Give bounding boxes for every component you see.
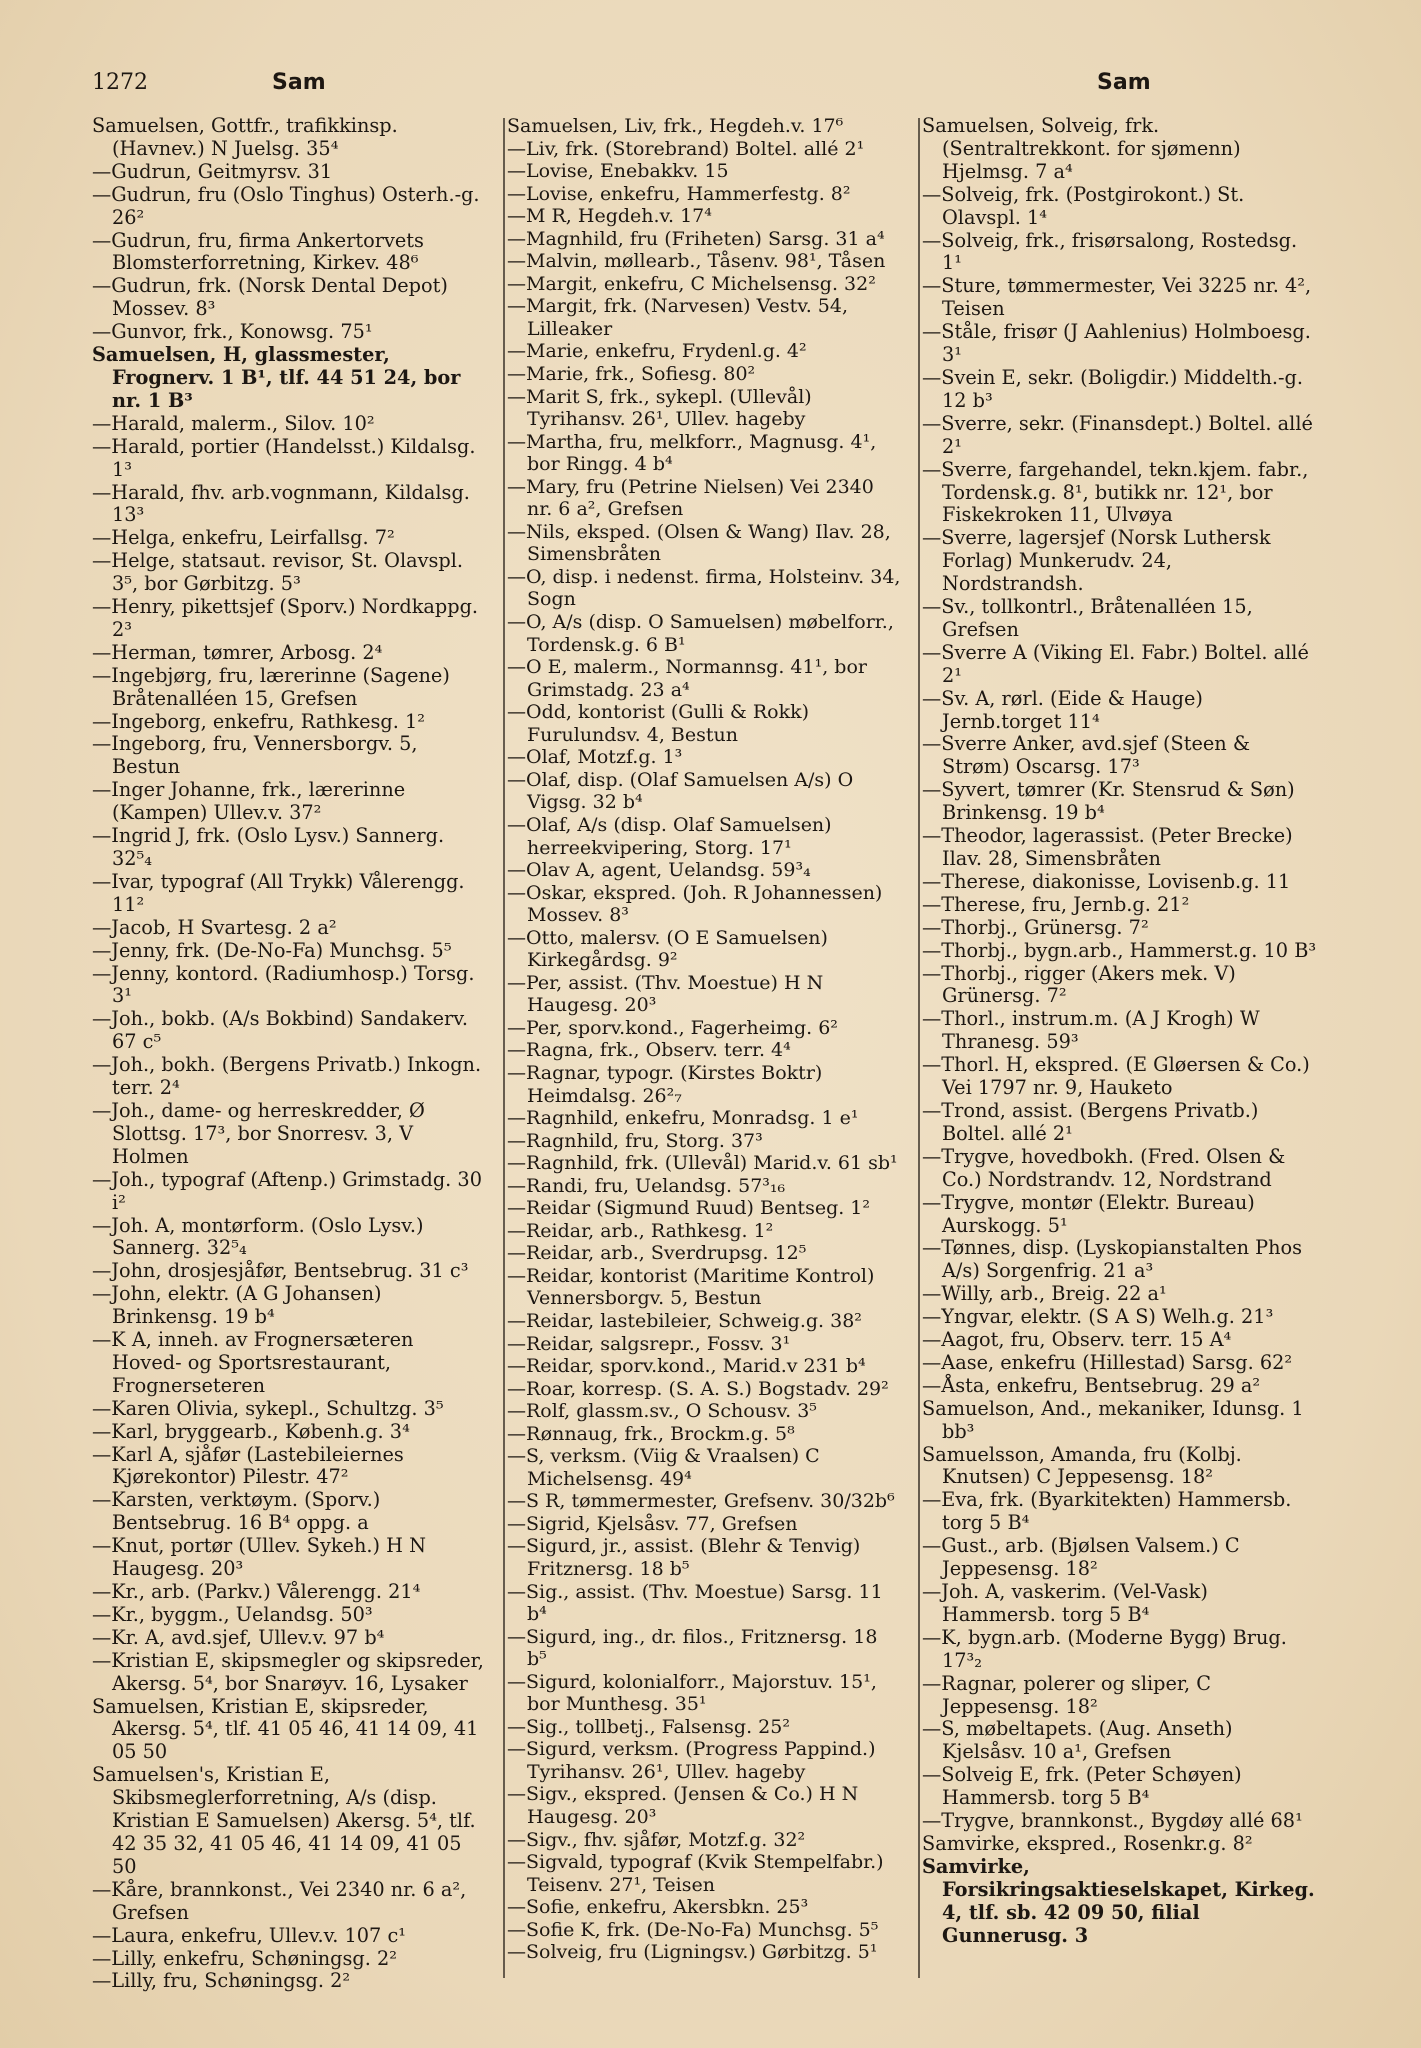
- directory-entry: —Otto, malersv. (O E Samuelsen) Kirkegårdsg. 9²: [507, 926, 828, 972]
- directory-entry: —Malvin, møllearb., Tåsenv. 98¹, Tåsen: [507, 250, 886, 273]
- directory-entry: Samuelsson, Amanda, fru (Kolbj. Knutsen) C Jeppesensg. 18²: [922, 1442, 1242, 1489]
- directory-entry: —Inger Johanne, frk., lærerinne (Kampen) Ullev.v. 37²: [92, 778, 406, 825]
- directory-entry: Samuelsen, H, glassmester, Frognerv. 1 B¹, tlf. 44 51 24, bor nr. 1 B³: [92, 343, 461, 412]
- directory-entry: —Sig., assist. (Thv. Moestue) Sarsg. 11 b⁴: [507, 1580, 883, 1626]
- directory-entry: —Lilly, fru, Schøningsg. 2²: [92, 1969, 351, 1993]
- directory-entry: —M R, Hegdeh.v. 17⁴: [507, 205, 712, 228]
- directory-entry: —Sigurd, jr., assist. (Blehr & Tenvig) Fritznersg. 18 b⁵: [507, 1535, 861, 1580]
- directory-entry: —Trond, assist. (Bergens Privatb.) Boltel. allé 2¹: [922, 1098, 1259, 1145]
- directory-entry: —Jacob, H Svartesg. 2 a²: [92, 915, 337, 939]
- directory-entry: —Gudrun, frk. (Norsk Dental Depot) Mossev. 8³: [92, 274, 448, 321]
- directory-entry: —Yngvar, elektr. (S A S) Welh.g. 21³: [922, 1305, 1274, 1329]
- directory-entry: —Helge, statsaut. revisor, St. Olavspl. 3⁵, bor Gørbitzg. 5³: [92, 549, 464, 596]
- directory-entry: —O, disp. i nedenst. firma, Holsteinv. 34, Sogn: [507, 565, 901, 611]
- directory-entry: —Sverre A (Viking El. Fabr.) Boltel. allé 2¹: [922, 640, 1309, 687]
- directory-entry: —Harald, portier (Handelsst.) Kildalsg. 1³: [92, 434, 476, 481]
- directory-entry: Samuelsen's, Kristian E, Skibsmeglerforretning, A/s (disp. Kristian E Samuelsen) Akersg. 5⁴, tlf. 42 35 32, 41 05 46, 41 14 09, 41 05 50: [92, 1763, 476, 1878]
- directory-entry: —K A, inneh. av Frognersæteren Hoved- og Sportsrestaurant, Frognerseteren: [92, 1328, 414, 1397]
- directory-entry: —Olaf, disp. (Olaf Samuelsen A/s) O Vigsg. 32 b⁴: [507, 768, 854, 814]
- directory-entry: —Karsten, verktøym. (Sporv.) Bentsebrug. 16 B⁴ oppg. a: [92, 1488, 381, 1535]
- directory-entry: —Aagot, fru, Observ. terr. 15 A⁴: [922, 1328, 1232, 1352]
- directory-entry: —Gudrun, fru, firma Ankertorvets Blomsterforretning, Kirkev. 48⁶: [92, 228, 424, 275]
- directory-entry: —Reidar, lastebileier, Schweig.g. 38²: [507, 1309, 862, 1332]
- directory-entry: —Kr. A, avd.sjef, Ullev.v. 97 b⁴: [92, 1625, 385, 1649]
- directory-entry: —Thorbj., bygn.arb., Hammerst.g. 10 B³: [922, 938, 1317, 962]
- directory-entry: —Ingrid J, frk. (Oslo Lysv.) Sannerg. 32⁵₄: [92, 824, 445, 870]
- directory-entry: —Margit, enkefru, C Michelsensg. 32²: [507, 272, 876, 295]
- directory-entry: —Marit S, frk., sykepl. (Ullevål) Tyrihansv. 26¹, Ullev. hageby: [507, 385, 812, 431]
- directory-entry: —Lilly, enkefru, Schøningsg. 2²: [92, 1946, 397, 1970]
- directory-entry: —Reidar, arb., Rathkesg. 1²: [507, 1219, 774, 1242]
- directory-entry: —Margit, frk. (Narvesen) Vestv. 54, Lilleaker: [507, 295, 849, 340]
- directory-entry: —Sv. A, rørl. (Eide & Hauge) Jernb.torget 11⁴: [922, 686, 1203, 733]
- directory-entry: —Sigv., ekspred. (Jensen & Co.) H N Haugesg. 20³: [507, 1783, 859, 1829]
- directory-entry: —Olaf, Motzf.g. 1³: [507, 746, 683, 769]
- column-divider: [918, 118, 920, 1978]
- directory-entry: —Sture, tømmermester, Vei 3225 nr. 4², Teisen: [922, 274, 1312, 321]
- directory-entry: —Kristian E, skipsmegler og skipsreder, Akersg. 5⁴, bor Snarøyv. 16, Lysaker: [92, 1648, 484, 1695]
- directory-entry: —Thorbj., rigger (Akers mek. V) Grünersg. 7²: [922, 961, 1236, 1008]
- directory-entry: —Sigv., fhv. sjåfør, Motzf.g. 32²: [507, 1828, 806, 1851]
- directory-entry: —Ragna, frk., Observ. terr. 4⁴: [507, 1039, 791, 1062]
- directory-entry: —Thorl., instrum.m. (A J Krogh) W Thranesg. 59³: [922, 1007, 1260, 1054]
- directory-entry: —Trygve, montør (Elektr. Bureau) Aurskogg. 5¹: [922, 1190, 1255, 1237]
- directory-entry: —Magnhild, fru (Friheten) Sarsg. 31 a⁴: [507, 227, 885, 250]
- directory-entry: —Ragnhild, enkefru, Monradsg. 1 e¹: [507, 1107, 859, 1130]
- directory-entry: —Trygve, hovedbokh. (Fred. Olsen & Co.) Nordstrandv. 12, Nordstrand: [922, 1144, 1286, 1191]
- directory-entry: —Lovise, Enebakkv. 15: [507, 160, 729, 183]
- directory-entry: —Sverre, lagersjef (Norsk Luthersk Forlag) Munkerudv. 24, Nordstrandsh.: [922, 526, 1271, 596]
- directory-entry: —Reidar, sporv.kond., Marid.v 231 b⁴: [507, 1355, 866, 1378]
- directory-entry: —Solveig, frk., frisørsalong, Rostedsg. 1¹: [922, 228, 1298, 275]
- directory-entry: —Kr., byggm., Uelandsg. 50³: [92, 1602, 373, 1626]
- directory-entry: —Sigrid, Kjelsåsv. 77, Grefsen: [507, 1512, 798, 1535]
- page-number: 1272: [92, 70, 148, 95]
- right-running-head: Sam: [1097, 70, 1151, 95]
- directory-entry: —Sofie K, frk. (De-No-Fa) Munchsg. 5⁵: [507, 1918, 879, 1941]
- directory-entry: —Sverre, sekr. (Finansdept.) Boltel. allé 2¹: [922, 411, 1313, 458]
- directory-entry: Samvirke, ekspred., Rosenkr.g. 8²: [922, 1831, 1253, 1855]
- directory-entry: —S, verksm. (Viig & Vraalsen) C Michelsensg. 49⁴: [507, 1445, 820, 1490]
- directory-entry: —Sverre, fargehandel, tekn.kjem. fabr., Tordensk.g. 8¹, butikk nr. 12¹, bor Fiskekroken 11, Ulvøya: [922, 457, 1309, 527]
- directory-entry: —Sigvald, typograf (Kvik Stempelfabr.) Teisenv. 27¹, Teisen: [507, 1851, 884, 1896]
- directory-entry: —Joh., bokh. (Bergens Privatb.) Inkogn. terr. 2⁴: [92, 1053, 482, 1100]
- directory-entry: —Joh. A, vaskerim. (Vel-Vask) Hammersb. torg 5 B⁴: [922, 1580, 1208, 1626]
- directory-entry: —Sig., tollbetj., Falsensg. 25²: [507, 1715, 790, 1738]
- directory-entry: —Ragnhild, fru, Storg. 37³: [507, 1129, 763, 1152]
- directory-entry: Samuelsen, Gottfr., trafikkinsp. (Havnev.) N Juelsg. 35⁴: [92, 114, 398, 160]
- directory-entry: —S, møbeltapets. (Aug. Anseth) Kjelsåsv. 10 a¹, Grefsen: [922, 1717, 1233, 1764]
- column-divider: [503, 118, 505, 1978]
- left-running-head: Sam: [272, 70, 326, 95]
- directory-entry: —Per, assist. (Thv. Moestue) H N Haugesg. 20³: [507, 971, 824, 1017]
- directory-entry: —Ivar, typograf (All Trykk) Vålerengg. 11²: [92, 869, 465, 916]
- directory-entry: —Sigurd, kolonialforr., Majorstuv. 15¹, bor Munthesg. 35¹: [507, 1670, 877, 1716]
- directory-entry: —S R, tømmermester, Grefsenv. 30/32b⁶: [507, 1490, 895, 1513]
- directory-entry: —Kåre, brannkonst., Vei 2340 nr. 6 a², Grefsen: [92, 1877, 467, 1924]
- directory-entry: —Åsta, enkefru, Bentsebrug. 29 a²: [922, 1373, 1261, 1397]
- directory-entry: —Harald, fhv. arb.vognmann, Kildalsg. 13³: [92, 480, 470, 527]
- directory-entry: —Jenny, kontord. (Radiumhosp.) Torsg. 3¹: [92, 961, 475, 1008]
- directory-entry: —Ingeborg, enkefru, Rathkesg. 1²: [92, 709, 425, 733]
- directory-entry: —John, elektr. (A G Johansen) Brinkensg. 19 b⁴: [92, 1282, 382, 1329]
- directory-entry: —Joh., dame- og herreskredder, Ø Slottsg. 17³, bor Snorresv. 3, V Holmen: [92, 1098, 425, 1168]
- directory-column-1: [92, 115, 487, 1993]
- directory-entry: —Laura, enkefru, Ullev.v. 107 c¹: [92, 1923, 406, 1947]
- directory-column-2: [507, 115, 902, 1964]
- directory-entry: —Thorbj., Grünersg. 7²: [922, 915, 1149, 939]
- directory-entry: —O, A/s (disp. O Samuelsen) møbelforr., Tordensk.g. 6 B¹: [507, 611, 894, 656]
- directory-entry: —John, drosjesjåfør, Bentsebrug. 31 c³: [92, 1259, 469, 1283]
- directory-entry: —Kr., arb. (Parkv.) Vålerengg. 21⁴: [92, 1580, 421, 1603]
- directory-entry: —Solveig, fru (Ligningsv.) Gørbitzg. 5¹: [507, 1941, 878, 1964]
- directory-column-3: [922, 115, 1317, 1948]
- directory-entry: —Randi, fru, Uelandsg. 57³₁₆: [507, 1174, 786, 1197]
- directory-entry: —Joh. A, montørform. (Oslo Lysv.) Sannerg. 32⁵₄: [92, 1213, 424, 1260]
- directory-entry: —Rolf, glassm.sv., O Schousv. 3⁵: [507, 1400, 817, 1423]
- directory-entry: —Syvert, tømrer (Kr. Stensrud & Søn) Brinkensg. 19 b⁴: [922, 778, 1295, 825]
- directory-entry: —Helga, enkefru, Leirfallsg. 7²: [92, 526, 395, 550]
- directory-entry: —Sofie, enkefru, Akersbkn. 25³: [507, 1896, 809, 1919]
- directory-entry: —Knut, portør (Ullev. Sykeh.) H N Haugesg. 20³: [92, 1534, 426, 1581]
- directory-entry: —Henry, pikettsjef (Sporv.) Nordkappg. 2³: [92, 595, 479, 641]
- directory-entry: —Karen Olivia, sykepl., Schultzg. 3⁵: [92, 1396, 444, 1420]
- directory-entry: —Reidar (Sigmund Ruud) Bentseg. 1²: [507, 1197, 871, 1220]
- directory-entry: —O E, malerm., Normannsg. 41¹, bor Grimstadg. 23 a⁴: [507, 656, 867, 701]
- directory-entry: —Gust., arb. (Bjølsen Valsem.) C Jeppesensg. 18²: [922, 1534, 1240, 1581]
- directory-entry: —Willy, arb., Breig. 22 a¹: [922, 1282, 1167, 1306]
- directory-entry: —Joh., bokb. (A/s Bokbind) Sandakerv. 67 c⁵: [92, 1007, 469, 1054]
- directory-entry: —Gudrun, fru (Oslo Tinghus) Osterh.-g. 26²: [92, 182, 480, 229]
- directory-entry: —Aase, enkefru (Hillestad) Sarsg. 62²: [922, 1350, 1293, 1374]
- directory-entry: —Herman, tømrer, Arbosg. 2⁴: [92, 640, 383, 664]
- directory-entry: —Olaf, A/s (disp. Olaf Samuelsen) herreekvipering, Storg. 17¹: [507, 813, 832, 859]
- directory-entry: —Reidar, arb., Sverdrupsg. 12⁵: [507, 1242, 807, 1265]
- directory-entry: Samuelson, And., mekaniker, Idunsg. 1 bb³: [922, 1396, 1304, 1443]
- directory-entry: —Nils, eksped. (Olsen & Wang) Ilav. 28, Simensbråten: [507, 520, 891, 566]
- directory-entry: —Ståle, frisør (J Aahlenius) Holmboesg. 3¹: [922, 320, 1311, 367]
- directory-entry: —Marie, enkefru, Frydenl.g. 4²: [507, 340, 807, 363]
- directory-entry: —Solveig, frk. (Postgirokont.) St. Olavspl. 1⁴: [922, 182, 1245, 229]
- directory-entry: —Liv, frk. (Storebrand) Boltel. allé 2¹: [507, 137, 865, 160]
- directory-entry: —Per, sporv.kond., Fagerheimg. 6²: [507, 1016, 838, 1039]
- directory-entry: —Tønnes, disp. (Lyskopianstalten Phos A/s) Sorgenfrig. 21 a³: [922, 1236, 1303, 1283]
- directory-entry: Samvirke, Forsikringsaktieselskapet, Kirkeg. 4, tlf. sb. 42 09 50, filial Gunnerusg. 3: [922, 1854, 1315, 1947]
- directory-entry: —K, bygn.arb. (Moderne Bygg) Brug. 17³₂: [922, 1625, 1287, 1672]
- directory-entry: —Rønnaug, frk., Brockm.g. 5⁸: [507, 1422, 795, 1445]
- directory-entry: —Therese, diakonisse, Lovisenb.g. 11: [922, 869, 1291, 893]
- directory-entry: —Gunvor, frk., Konowsg. 75¹: [92, 320, 373, 344]
- directory-entry: Samuelsen, Kristian E, skipsreder, Akersg. 5⁴, tlf. 41 05 46, 41 14 09, 41 05 50: [92, 1694, 479, 1764]
- directory-entry: —Lovise, enkefru, Hammerfestg. 8²: [507, 182, 851, 205]
- directory-entry: —Thorl. H, ekspred. (E Gløersen & Co.) Vei 1797 nr. 9, Hauketo: [922, 1053, 1310, 1100]
- directory-entry: —Roar, korresp. (S. A. S.) Bogstadv. 29²: [507, 1377, 889, 1400]
- directory-entry: —Karl, bryggearb., Københ.g. 3⁴: [92, 1419, 410, 1443]
- directory-entry: —Ingeborg, fru, Vennersborgv. 5, Bestun: [92, 732, 418, 779]
- directory-entry: —Sv., tollkontrl., Bråtenalléen 15, Grefsen: [922, 595, 1253, 641]
- directory-entry: —Sverre Anker, avd.sjef (Steen & Strøm) Oscarsg. 17³: [922, 732, 1250, 779]
- directory-entry: —Oskar, ekspred. (Joh. R Johannessen) Mossev. 8³: [507, 881, 883, 927]
- directory-entry: —Theodor, lagerassist. (Peter Brecke) Ilav. 28, Simensbråten: [922, 824, 1293, 870]
- directory-entry: —Marie, frk., Sofiesg. 80²: [507, 363, 756, 386]
- directory-entry: —Therese, fru, Jernb.g. 21²: [922, 892, 1190, 916]
- directory-entry: —Sigurd, ing., dr. filos., Fritznersg. 18 b⁵: [507, 1625, 878, 1671]
- directory-entry: —Reidar, salgsrepr., Fossv. 3¹: [507, 1332, 791, 1355]
- directory-entry: —Odd, kontorist (Gulli & Rokk) Furulundsv. 4, Bestun: [507, 701, 810, 746]
- directory-entry: —Ingebjørg, fru, lærerinne (Sagene) Bråtenalléen 15, Grefsen: [92, 663, 450, 710]
- directory-entry: —Jenny, frk. (De-No-Fa) Munchsg. 5⁵: [92, 938, 452, 962]
- directory-entry: —Ragnar, typogr. (Kirstes Boktr) Heimdalsg. 26²₇: [507, 1061, 823, 1107]
- directory-entry: —Karl A, sjåfør (Lastebileiernes Kjørekontor) Pilestr. 47²: [92, 1442, 404, 1489]
- directory-entry: —Harald, malerm., Silov. 10²: [92, 411, 375, 435]
- directory-entry: —Mary, fru (Petrine Nielsen) Vei 2340 nr. 6 a², Grefsen: [507, 475, 874, 521]
- directory-entry: —Eva, frk. (Byarkitekten) Hammersb. torg 5 B⁴: [922, 1488, 1292, 1535]
- directory-entry: —Reidar, kontorist (Maritime Kontrol) Vennersborgv. 5, Bestun: [507, 1264, 875, 1310]
- directory-entry: —Joh., typograf (Aftenp.) Grimstadg. 30 i²: [92, 1167, 482, 1214]
- directory-entry: —Svein E, sekr. (Boligdir.) Middelth.-g. 12 b³: [922, 365, 1304, 412]
- directory-entry: Samuelsen, Solveig, frk. (Sentraltrekkont. for sjømenn) Hjelmsg. 7 a⁴: [922, 114, 1241, 183]
- directory-entry: —Olav A, agent, Uelandsg. 59³₄: [507, 859, 811, 882]
- directory-entry: —Ragnar, polerer og sliper, C Jeppesensg. 18²: [922, 1671, 1212, 1718]
- directory-entry: —Gudrun, Geitmyrsv. 31: [92, 159, 333, 183]
- directory-entry: Samuelsen, Liv, frk., Hegdeh.v. 17⁶: [507, 115, 844, 137]
- page-header: [92, 70, 1342, 100]
- directory-entry: —Martha, fru, melkforr., Magnusg. 4¹, bor Ringg. 4 b⁴: [507, 430, 877, 476]
- directory-entry: —Ragnhild, frk. (Ullevål) Marid.v. 61 sb¹: [507, 1152, 898, 1175]
- directory-entry: —Trygve, brannkonst., Bygdøy allé 68¹: [922, 1809, 1303, 1833]
- directory-entry: —Solveig E, frk. (Peter Schøyen) Hammersb. torg 5 B⁴: [922, 1763, 1242, 1810]
- directory-entry: —Sigurd, verksm. (Progress Pappind.) Tyrihansv. 26¹, Ullev. hageby: [507, 1738, 876, 1783]
